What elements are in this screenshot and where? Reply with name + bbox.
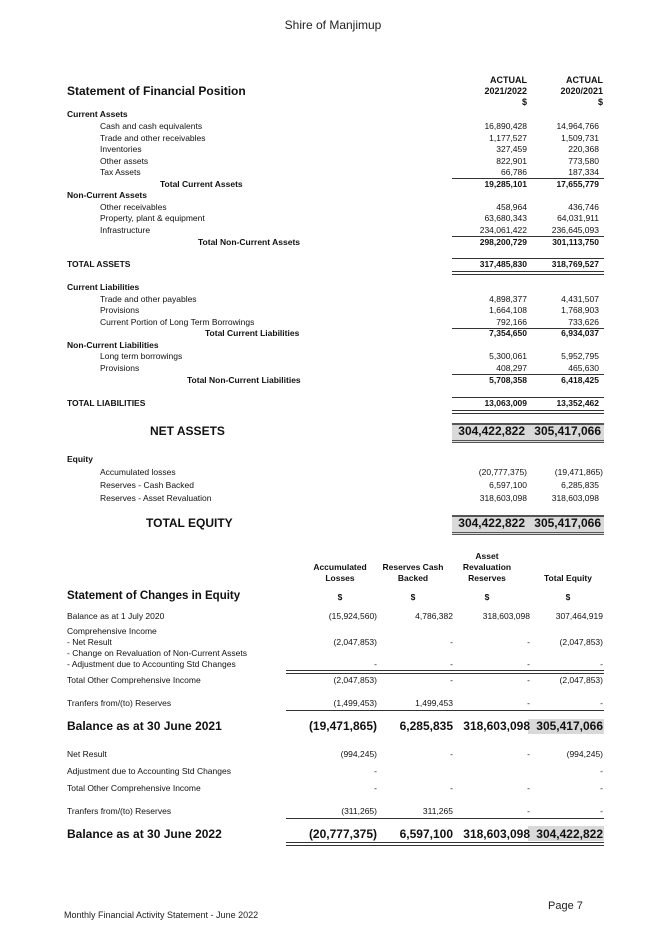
table-row — [0, 782, 666, 794]
subtotal-label: Total Current Liabilities — [205, 328, 300, 338]
row-label: Balance as at 30 June 2021 — [67, 719, 222, 733]
line-item-label: Reserves - Asset Revaluation — [100, 493, 212, 503]
value-2021: 14,964,766 — [556, 121, 599, 131]
column-actual-label: ACTUAL — [566, 75, 603, 85]
value-2021: 17,655,779 — [556, 179, 599, 189]
value-2021: 733,626 — [568, 317, 599, 327]
total-equity-row — [0, 515, 666, 531]
header-line — [533, 562, 603, 573]
table-row — [0, 658, 666, 670]
value-2022: 318,603,098 — [479, 493, 527, 503]
sfp-title: Statement of Financial Position — [67, 84, 246, 98]
soce-unit-row — [0, 592, 666, 604]
header-line: Total Equity — [543, 573, 592, 583]
line-item-label: Cash and cash equivalents — [100, 121, 203, 131]
header-line: Revaluation — [462, 562, 512, 572]
section-heading: Current Liabilities — [67, 282, 140, 292]
line-item-label: Current Portion of Long Term Borrowings — [100, 317, 255, 327]
table-row — [0, 697, 666, 709]
table-row — [0, 674, 666, 686]
value-2021: (19,471,865) — [554, 467, 603, 477]
value-accumulated-losses: - — [374, 783, 377, 793]
value-total-equity: (2,047,853) — [559, 637, 603, 647]
section-heading: Non-Current Liabilities — [67, 340, 159, 350]
value-2021: 64,031,911 — [557, 213, 599, 223]
value-reserves-cash: - — [450, 659, 453, 669]
value-2022: 4,898,377 — [489, 294, 527, 304]
total-rule-bottom — [452, 271, 604, 275]
value-asset-revaluation: - — [527, 675, 530, 685]
column-unit-label: $ — [521, 97, 527, 107]
value-asset-revaluation: 318,603,098 — [463, 827, 530, 841]
line-item-label: Trade and other receivables — [100, 133, 206, 143]
section-heading: Current Assets — [67, 109, 128, 119]
section-heading: Equity — [67, 454, 93, 464]
row-label: - Net Result — [67, 637, 112, 647]
value-2022: 317,485,830 — [479, 259, 527, 269]
section-rule — [286, 710, 604, 711]
value-asset-revaluation: - — [527, 698, 530, 708]
organisation-name: Shire of Manjimup — [284, 18, 382, 32]
value-2022: 66,786 — [501, 167, 527, 177]
line-item-label: Other assets — [100, 156, 149, 166]
section-heading-row — [0, 189, 666, 201]
value-accumulated-losses: (15,924,560) — [328, 611, 377, 621]
net-assets-label: NET ASSETS — [150, 424, 225, 438]
value-accumulated-losses: (311,265) — [341, 806, 377, 816]
value-total-equity: - — [600, 659, 603, 669]
header-line: Asset — [475, 551, 499, 561]
value-asset-revaluation: - — [527, 637, 530, 647]
value-asset-revaluation: - — [527, 783, 530, 793]
header-line: Accumulated — [313, 562, 367, 572]
row-label: Balance as at 30 June 2022 — [67, 827, 222, 841]
line-item-label: Long term borrowings — [100, 351, 183, 361]
value-2021: 4,431,507 — [561, 294, 599, 304]
value-asset-revaluation: - — [527, 749, 530, 759]
value-2021: 187,334 — [568, 167, 599, 177]
value-asset-revaluation: - — [527, 806, 530, 816]
table-row — [0, 120, 666, 132]
row-label: Tranfers from/(to) Reserves — [67, 698, 172, 708]
value-2021: 5,952,795 — [561, 351, 599, 361]
value-accumulated-losses: (19,471,865) — [308, 719, 377, 733]
subtotal-label: Total Non-Current Assets — [198, 237, 301, 247]
value-reserves-cash: - — [450, 637, 453, 647]
table-row — [0, 212, 666, 224]
value-asset-revaluation: 318,603,098 — [463, 719, 530, 733]
sfp-column-header-2022 — [447, 75, 527, 108]
page-number: Page 7 — [548, 900, 583, 912]
value-2022: 1,177,527 — [489, 133, 527, 143]
total-liabilities-row — [0, 397, 666, 409]
section-heading-row — [0, 281, 666, 293]
value-2021: 236,645,093 — [551, 225, 599, 235]
value-2022: 63,680,343 — [484, 213, 527, 223]
value-reserves-cash: 311,265 — [422, 806, 453, 816]
subtotal-row — [0, 327, 666, 339]
value-reserves-cash: - — [450, 749, 453, 759]
value-reserves-cash: 4,786,382 — [415, 611, 453, 621]
table-row — [0, 350, 666, 362]
table-row — [0, 492, 666, 504]
value-total-equity: - — [600, 806, 603, 816]
value-2021: 220,368 — [568, 144, 599, 154]
row-label: Net Result — [67, 749, 107, 759]
balance-row — [0, 718, 666, 734]
header-line — [378, 551, 448, 562]
column-actual-label: ACTUAL — [490, 75, 527, 85]
header-line — [305, 551, 375, 562]
section-heading: Non-Current Assets — [67, 190, 147, 200]
value-2021: 6,418,425 — [561, 375, 599, 385]
unit-label: $ — [337, 592, 343, 602]
value-2021: 318,769,527 — [551, 259, 599, 269]
line-item-label: Infrastructure — [100, 225, 151, 235]
value-accumulated-losses: (2,047,853) — [333, 675, 377, 685]
table-row — [0, 362, 666, 374]
value-2021: 1,768,903 — [561, 305, 599, 315]
value-accumulated-losses: (2,047,853) — [333, 637, 377, 647]
row-label: - Adjustment due to Accounting Std Changes — [67, 659, 236, 669]
value-2021: 301,113,750 — [552, 237, 599, 247]
column-year-label: 2020/2021 — [560, 86, 603, 96]
unit-label: $ — [484, 592, 490, 602]
row-label: Total Other Comprehensive Income — [67, 675, 201, 685]
subtotal-label: Total Current Assets — [160, 179, 243, 189]
value-reserves-cash: - — [450, 783, 453, 793]
value-2022: 5,300,061 — [489, 351, 527, 361]
header-line: Reserves Cash — [382, 562, 444, 572]
soce-column-header-total-equity — [533, 551, 603, 584]
value-total-equity: (2,047,853) — [559, 675, 603, 685]
soce-column-header-asset-revaluation — [452, 551, 522, 584]
line-item-label: Accumulated losses — [100, 467, 176, 477]
value-reserves-cash: 6,597,100 — [399, 827, 453, 841]
value-accumulated-losses: (20,777,375) — [308, 827, 377, 841]
value-2021: 318,603,098 — [551, 493, 599, 503]
header-line: Losses — [325, 573, 355, 583]
row-label: Balance as at 1 July 2020 — [67, 611, 165, 621]
value-total-equity: (994,245) — [566, 749, 603, 759]
value-2022: 792,166 — [496, 317, 527, 327]
value-2022: 13,063,009 — [484, 398, 527, 408]
value-2022: 408,297 — [496, 363, 527, 373]
table-row — [0, 224, 666, 236]
value-2022: 327,459 — [496, 144, 527, 154]
line-item-label: Trade and other payables — [100, 294, 197, 304]
value-reserves-cash: - — [450, 675, 453, 685]
value-total-equity: 307,464,919 — [555, 611, 603, 621]
total-liabilities-label: TOTAL LIABILITIES — [67, 398, 146, 408]
subtotal-label: Total Non-Current Liabilities — [187, 375, 301, 385]
value-2021: 6,934,037 — [561, 328, 599, 338]
header-line: Reserves — [468, 573, 506, 583]
value-2022: 822,901 — [496, 156, 527, 166]
column-year-label: 2021/2022 — [484, 86, 527, 96]
value-2022: 234,061,422 — [479, 225, 527, 235]
value-2022: 458,964 — [496, 202, 527, 212]
value-2022: 304,422,822 — [458, 424, 525, 438]
section-heading-row — [0, 453, 666, 465]
value-2021: 465,630 — [568, 363, 599, 373]
soce-column-header-reserves-cash-backed — [378, 551, 448, 584]
row-label: Tranfers from/(to) Reserves — [67, 806, 172, 816]
line-item-label: Provisions — [100, 363, 140, 373]
document-name: Monthly Financial Activity Statement - June 2022 — [64, 910, 259, 920]
value-2021: 13,352,462 — [556, 398, 599, 408]
value-2021: 6,285,835 — [561, 480, 599, 490]
total-assets-label: TOTAL ASSETS — [67, 259, 131, 269]
value-2021: 436,746 — [568, 202, 599, 212]
value-reserves-cash: 1,499,453 — [415, 698, 453, 708]
total-assets-row — [0, 258, 666, 270]
balance-rule — [286, 842, 604, 846]
row-label: Adjustment due to Accounting Std Changes — [67, 766, 231, 776]
soce-title: Statement of Changes in Equity — [67, 590, 241, 602]
soce-column-header-accumulated-losses — [305, 551, 375, 584]
unit-label: $ — [410, 592, 416, 602]
unit-label: $ — [565, 592, 571, 602]
value-accumulated-losses: (1,499,453) — [333, 698, 377, 708]
line-item-label: Other receivables — [100, 202, 167, 212]
value-2022: 1,664,108 — [489, 305, 527, 315]
table-row — [0, 805, 666, 817]
value-total-equity: - — [600, 698, 603, 708]
value-2022: 16,890,428 — [484, 121, 527, 131]
value-accumulated-losses: - — [374, 659, 377, 669]
sfp-column-header-2021 — [523, 75, 603, 108]
value-total-equity: - — [600, 783, 603, 793]
column-unit-label: $ — [597, 97, 603, 107]
subtotal-row — [0, 236, 666, 248]
value-2022: (20,777,375) — [478, 467, 527, 477]
table-row — [0, 166, 666, 178]
value-total-equity: 304,422,822 — [536, 827, 603, 841]
value-2021: 305,417,066 — [534, 516, 601, 530]
total-rule-bottom — [452, 410, 604, 414]
line-item-label: Inventories — [100, 144, 142, 154]
value-2021: 773,580 — [568, 156, 599, 166]
row-label: - Change on Revaluation of Non-Current Assets — [67, 648, 248, 658]
section-rule — [286, 818, 604, 819]
table-row — [0, 479, 666, 491]
value-asset-revaluation: - — [527, 659, 530, 669]
total-equity-label: TOTAL EQUITY — [146, 516, 233, 530]
table-row — [0, 610, 666, 622]
line-item-label: Reserves - Cash Backed — [100, 480, 195, 490]
value-2022: 19,285,101 — [484, 179, 527, 189]
value-accumulated-losses: - — [374, 766, 377, 776]
net-assets-row — [0, 423, 666, 439]
value-2022: 298,200,729 — [479, 237, 527, 247]
table-row — [0, 466, 666, 478]
table-row — [0, 765, 666, 777]
subtotal-row — [0, 374, 666, 386]
value-reserves-cash: 6,285,835 — [399, 719, 453, 733]
line-item-label: Provisions — [100, 305, 140, 315]
table-row — [0, 748, 666, 760]
value-total-equity: - — [600, 766, 603, 776]
value-2022: 7,354,650 — [489, 328, 527, 338]
header-line — [533, 551, 603, 562]
value-total-equity: 305,417,066 — [536, 719, 603, 733]
value-2022: 304,422,822 — [458, 516, 525, 530]
row-label: Comprehensive Income — [67, 626, 157, 636]
table-row — [0, 304, 666, 316]
value-accumulated-losses: (994,245) — [340, 749, 377, 759]
value-asset-revaluation: 318,603,098 — [482, 611, 530, 621]
table-row — [0, 143, 666, 155]
value-2022: 6,597,100 — [489, 480, 527, 490]
section-heading-row — [0, 108, 666, 120]
value-2022: 5,708,358 — [489, 375, 527, 385]
line-item-label: Tax Assets — [100, 167, 141, 177]
balance-row — [0, 826, 666, 842]
value-2021: 305,417,066 — [534, 424, 601, 438]
value-2021: 1,509,731 — [561, 133, 599, 143]
line-item-label: Property, plant & equipment — [100, 213, 205, 223]
header-line: Backed — [397, 573, 429, 583]
row-label: Total Other Comprehensive Income — [67, 783, 201, 793]
